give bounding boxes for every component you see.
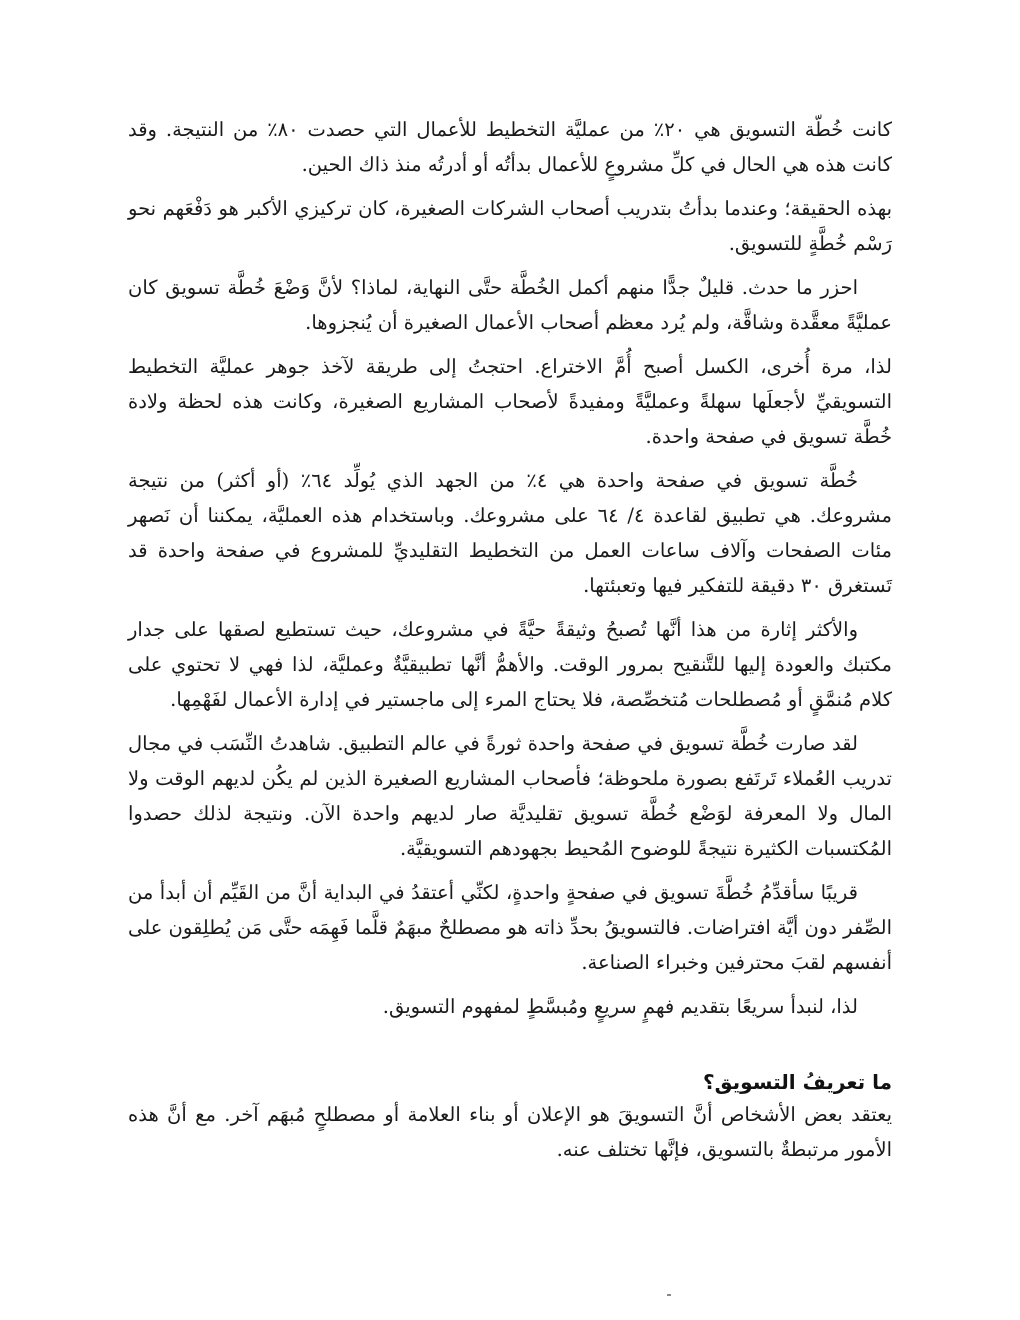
paragraph-7: لقد صارت خُطَّة تسويق في صفحة واحدة ثورةً في عالم التطبيق. شاهدتُ النِّسَب في مجال تدريب العُملاء تَرتَفع بصورة ملحوظة؛ فأصحاب المشاريع الصغيرة الذين لم يكُن لديهم الوقت ولا المال ولا المعرفة لوَضْع خُطَّة تسويق تقليديَّة صار لديهم واحدة الآن. ونتيجة لذلك حصدوا المُكتسبات الكثيرة نتيجةً للوضوح المُحيط بجهودهم التسويقيَّة. [128,732,892,860]
paragraph-1: كانت خُطّة التسويق هي ٢٠٪ من عمليَّة التخطيط للأعمال التي حصدت ٨٠٪ من النتيجة. وقد كانت هذه هي الحال في كلِّ مشروعٍ للأعمال بدأتُه أو أدرتُه منذ ذاك الحين. [128,118,892,176]
paragraph-5: خُطَّة تسويق في صفحة واحدة هي ٤٪ من الجهد الذي يُولِّد ٦٤٪ (أو أكثر) من نتيجة مشروعك. هي تطبيق لقاعدة ٤/ ٦٤ على مشروعك. وباستخدام هذه العمليَّة، يمكننا أن نَصهر مئات الصفحات وآلاف ساعات العمل من التخطيط التقليديِّ للمشروع في صفحة واحدة قد تَستغرق ٣٠ دقيقة للتفكير فيها وتعبئتها. [128,469,892,597]
section-heading: ما تعريفُ التسويق؟ [703,1070,892,1094]
section-body: يعتقد بعض الأشخاص أنَّ التسويقَ هو الإعلان أو بناء العلامة أو مصطلحٍ مُبهَم آخر. مع أنَّ هذه الأمور مرتبطةٌ بالتسويق، فإنَّها تختلف عنه. [128,1103,892,1161]
paragraph-2: بهذه الحقيقة؛ وعندما بدأتُ بتدريب أصحاب الشركات الصغيرة، كان تركيزي الأكبر هو دَفْعَهم نحو رَسْم خُطَّةٍ للتسويق. [128,197,892,255]
paragraph-4: لذا، مرة أُخرى، الكسل أصبح أُمَّ الاختراع. احتجتُ إلى طريقة لآخذ جوهر عمليَّة التخطيط التسويقيِّ لأجعلَها سهلةً وعمليَّةً ومفيدةً لأصحاب المشاريع الصغيرة، وكانت هذه لحظة ولادة خُطَّة تسويق في صفحة واحدة. [128,355,892,448]
paragraph-3: احزر ما حدث. قليلٌ جدًّا منهم أكمل الخُطَّة حتَّى النهاية، لماذا؟ لأنَّ وَضْعَ خُطَّة تسويق كان عمليَّةً معقَّدة وشاقَّة، ولم يُرد معظم أصحاب الأعمال الصغيرة أن يُنجزوها. [128,276,892,334]
paragraph-8: قريبًا سأقدِّمُ خُطَّةَ تسويق في صفحةٍ واحدةٍ، لكنِّي أعتقدُ في البداية أنَّ من القَيِّم أن أبدأ من الصِّفر دون أيَّة افتراضات. فالتسويقُ بحدِّ ذاته هو مصطلحٌ مبهَمٌ قلَّما فَهِمَه حتَّى مَن يُطلِقون على أنفسهم لقبَ محترفين وخبراء الصناعة. [128,881,892,974]
section-spacer [128,1033,892,1067]
page-mark [667,1294,671,1296]
paragraph-9: لذا، لنبدأ سريعًا بتقديم فهمٍ سريعٍ ومُبسَّطٍ لمفهوم التسويق. [382,995,858,1018]
document-page [128,112,892,1176]
paragraph-6: والأكثر إثارة من هذا أنَّها تُصبحُ وثيقةً حيَّةً في مشروعك، حيث تستطيع لصقها على جدار مكتبك والعودة إليها للتَّنقيح بمرور الوقت. والأهمُّ أنَّها تطبيقيَّةٌ وعمليَّة، لذا فهي لا تحتوي على كلام مُنمَّقٍ أو مُصطلحات مُتخصِّصة، فلا يحتاج المرء إلى ماجستير في إدارة الأعمال لفَهْمِها. [128,618,892,711]
